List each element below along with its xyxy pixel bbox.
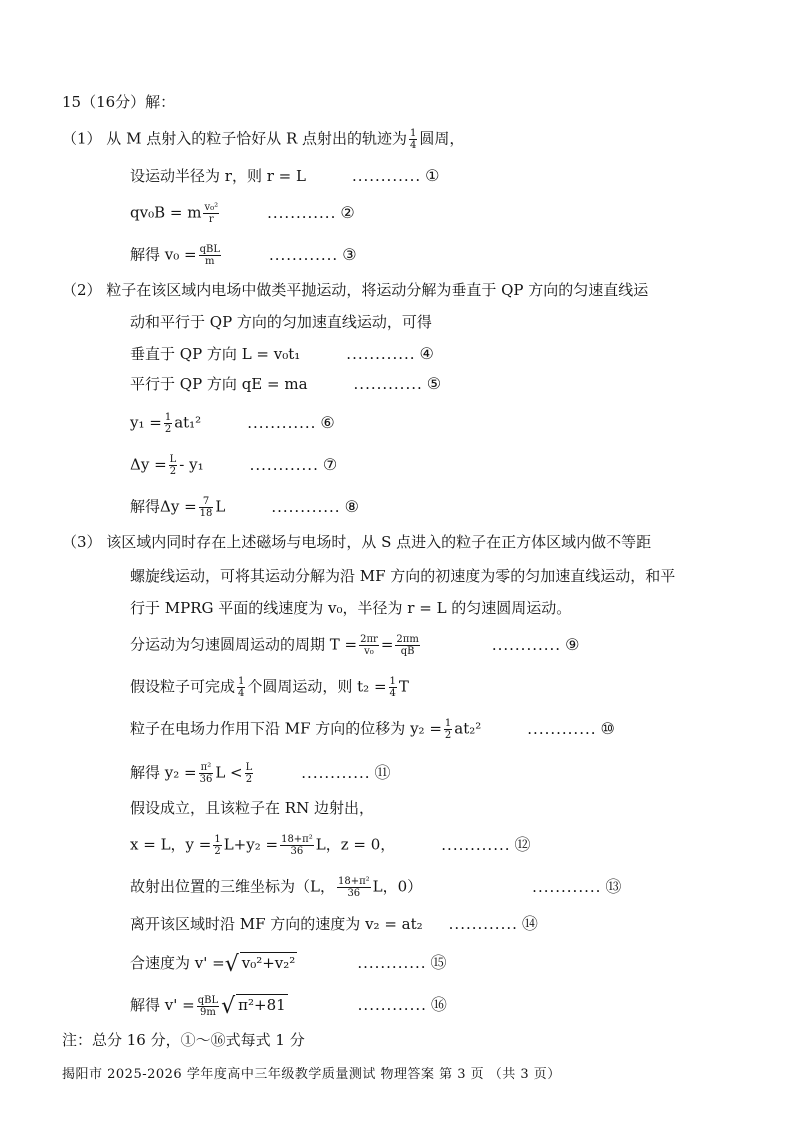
equation-2: qv₀B = m $\frac{\text{v₀²}}{r}$ ............ ②: [130, 202, 355, 225]
part3-intro-line1: （3） 该区域内同时存在上述磁场与电场时，从 S 点进入的粒子在正方体区域内做不等距: [62, 533, 652, 551]
marker-7: ⑦: [322, 454, 338, 474]
marker-12: ⑫: [514, 834, 531, 854]
marker-15: ⑮: [430, 953, 447, 972]
equation-16: 解得 v' = $\frac{\text{qBL}}{9m}$ √ π²+81 ............ ⑯: [130, 994, 447, 1019]
quarter-fraction: $\frac{1}{4}$: [410, 128, 417, 151]
assumption-conclusion: 假设成立，且该粒子在 RN 边射出，: [130, 799, 374, 817]
part3-intro-line3: 行于 MPRG 平面的线速度为 v₀，半径为 r = L 的匀速圆周运动。: [130, 599, 572, 617]
marker-11: ⑪: [374, 762, 391, 782]
equation-3: 解得 v₀ = $\frac{\text{qBL}}{m}$ ............ ③: [130, 244, 357, 267]
equation-9: 分运动为匀速圆周运动的周期 T = $\frac{2\pi r}{\text{v₀}}$ = $\frac{2\pi m}{qB}$ ............ ⑨: [130, 634, 580, 657]
equation-14: 离开该区域时沿 MF 方向的速度为 v₂ = at₂ ............ ⑭: [130, 914, 538, 933]
equation-7: Δy = $\frac{L}{2}$ - y₁ ............ ⑦: [130, 454, 338, 477]
marker-2: ②: [340, 202, 355, 222]
equation-4: 垂直于 QP 方向 L = v₀t₁ ............ ④: [130, 344, 434, 363]
marker-8: ⑧: [344, 496, 359, 516]
marker-9: ⑨: [565, 634, 580, 654]
marker-13: ⑬: [605, 876, 622, 896]
equation-5: 平行于 QP 方向 qE = ma ............ ⑤: [130, 374, 442, 393]
equation-12: x = L，y = $\frac{1}{2}$ L+y₂ = $\frac{\text{18+π²}}{36}$ L，z = 0， ............ ⑫: [130, 834, 531, 857]
equation-6: y₁ = $\frac{1}{2}$ at₁² ............ ⑥: [130, 412, 335, 435]
marker-4: ④: [419, 344, 434, 363]
marker-3: ③: [342, 244, 357, 264]
equation-8: 解得Δy = $\frac{7}{18}$ L ............ ⑧: [130, 496, 359, 519]
part1-intro: （1） 从 M 点射入的粒子恰好从 R 点射出的轨迹为 $\frac{1}{4}$ 圆周，: [62, 128, 465, 151]
part2-intro-line1: （2） 粒子在该区域内电场中做类平抛运动，将运动分解为垂直于 QP 方向的匀速直线运: [62, 281, 649, 299]
sqrt-symbol: √: [224, 952, 239, 977]
equation-10: 粒子在电场力作用下沿 MF 方向的位移为 y₂ = $\frac{1}{2}$ at₂² ............ ⑩: [130, 718, 615, 741]
page-footer: 揭阳市 2025-2026 学年度高中三年级教学质量测试 物理答案 第 3 页 （共 3 页）: [62, 1067, 561, 1082]
marker-10: ⑩: [600, 718, 615, 738]
marker-14: ⑭: [521, 914, 538, 933]
part3-intro-line2: 螺旋线运动，可将其运动分解为沿 MF 方向的初速度为零的匀加速直线运动，和平: [130, 567, 676, 585]
scoring-note: 注：总分 16 分，①～⑯式每式 1 分: [62, 1031, 305, 1049]
equation-1: 设运动半径为 r，则 r = L ............ ①: [130, 166, 440, 185]
marker-16: ⑯: [430, 995, 447, 1014]
marker-5: ⑤: [426, 374, 442, 393]
sqrt-symbol: √: [221, 994, 236, 1019]
equation-15: 合速度为 v' =√ v₀²+v₂² ............ ⑮: [130, 952, 447, 977]
part2-intro-line2: 动和平行于 QP 方向的匀加速直线运动，可得: [130, 313, 432, 331]
question-header: 15（16分）解：: [62, 93, 176, 111]
marker-6: ⑥: [320, 412, 335, 432]
assumption-quarter-circle: 假设粒子可完成 $\frac{1}{4}$ 个圆周运动，则 t₂ = $\frac{1}{4}$ T: [130, 676, 409, 699]
equation-13: 故射出位置的三维坐标为（L， $\frac{\text{18+π²}}{36}$ L，0） ............ ⑬: [130, 876, 622, 899]
equation-11: 解得 y₂ = $\frac{\text{π²}}{36}$ L < $\frac{L}{2}$ ............ ⑪: [130, 762, 391, 785]
marker-1: ①: [425, 166, 440, 185]
